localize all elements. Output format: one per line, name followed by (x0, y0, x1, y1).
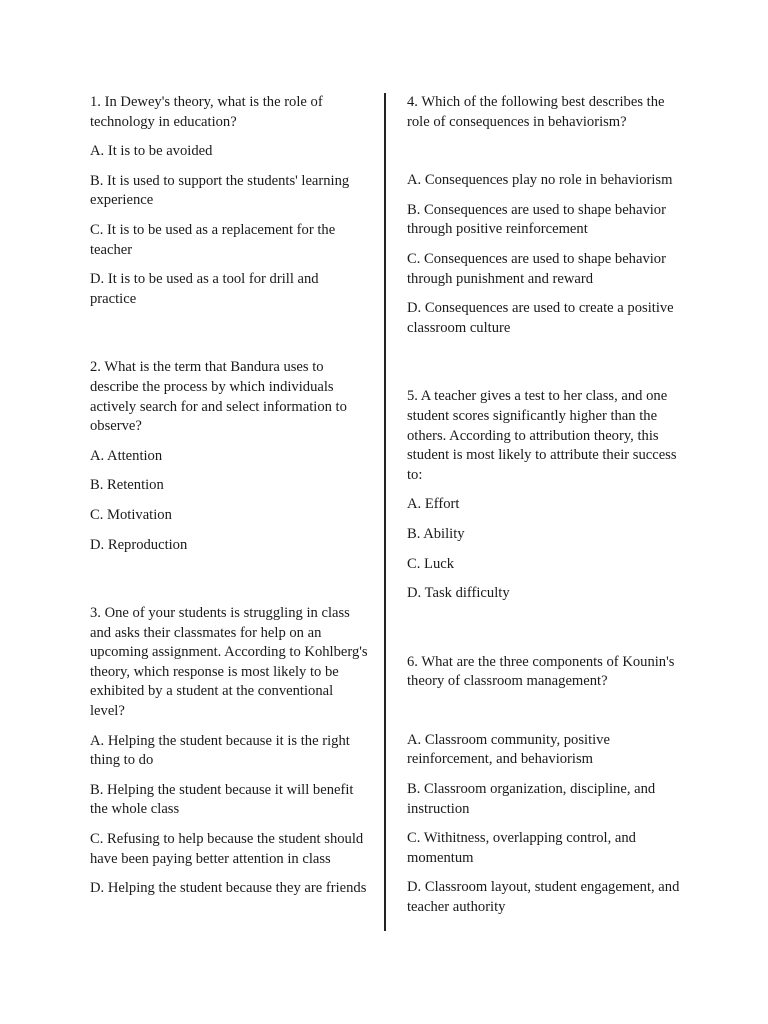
answer-option: C. Motivation (90, 506, 172, 523)
spacer (407, 614, 682, 653)
answer-option: D. Reproduction (90, 536, 188, 553)
question-2 (90, 358, 368, 555)
column-divider (384, 93, 386, 931)
question-6 (407, 653, 682, 918)
answer-option: B. Consequences are used to shape behavior through positive reinforcement (407, 201, 666, 238)
answer-option: D. Consequences are used to create a positive classroom culture (407, 300, 674, 336)
answer-option: A. Attention (90, 447, 163, 464)
spacer (407, 702, 682, 731)
answer-option: B. Classroom organization, discipline, and instruction (407, 781, 656, 817)
answer-option: D. Classroom layout, student engagement, and teacher authority (407, 879, 680, 916)
answer-option: A. Consequences play no role in behaviorism (407, 172, 673, 189)
question-stem: 1. In Dewey's theory, what is the role of technology in education? (90, 94, 323, 130)
answer-option: A. It is to be avoided (90, 143, 213, 160)
answer-option: C. Luck (407, 555, 455, 572)
spacer (90, 319, 368, 358)
answer-option: C. It is to be used as a replacement for the teacher (90, 221, 336, 258)
answer-option: D. Helping the student because they are friends (90, 880, 367, 897)
answer-option: A. Effort (407, 496, 460, 513)
question-stem: 5. A teacher gives a test to her class, and one student scores significantly higher than the others. According to attribution theory, this student is most likely to attribute their success to: (407, 388, 677, 483)
question-stem: 3. One of your students is struggling in class and asks their classmates for help on an upcoming assignment. According to Kohlberg's theory, which response is most likely to be exhibited by a student at the conventional level? (90, 605, 368, 720)
answer-option: B. Retention (90, 477, 164, 494)
answer-option: C. Withitness, overlapping control, and momentum (407, 830, 636, 866)
question-1 (90, 93, 368, 309)
left-column (90, 93, 368, 909)
answer-option: C. Refusing to help because the student should have been paying better attention in class (90, 831, 364, 867)
answer-option: A. Helping the student because it is the right thing to do (90, 732, 350, 769)
question-4 (407, 93, 682, 338)
answer-option: B. Ability (407, 525, 465, 542)
question-stem: 4. Which of the following best describes the role of consequences in behaviorism? (407, 94, 665, 130)
answer-option: A. Classroom community, positive reinforcement, and behaviorism (407, 731, 610, 768)
right-column (407, 93, 682, 928)
answer-option: D. It is to be used as a tool for drill and practice (90, 271, 319, 307)
answer-option: B. Helping the student because it will benefit the whole class (90, 781, 354, 818)
question-5 (407, 387, 682, 603)
question-3 (90, 604, 368, 899)
answer-option: B. It is used to support the students' learning experience (90, 172, 350, 209)
spacer (90, 565, 368, 604)
spacer (407, 142, 682, 171)
question-stem: 6. What are the three components of Kounin's theory of classroom management? (407, 653, 675, 690)
spacer (407, 348, 682, 387)
answer-option: D. Task difficulty (407, 585, 510, 602)
question-stem: 2. What is the term that Bandura uses to describe the process by which individuals actively search for and select information to observe? (90, 359, 347, 435)
answer-option: C. Consequences are used to shape behavior through punishment and reward (407, 250, 666, 287)
